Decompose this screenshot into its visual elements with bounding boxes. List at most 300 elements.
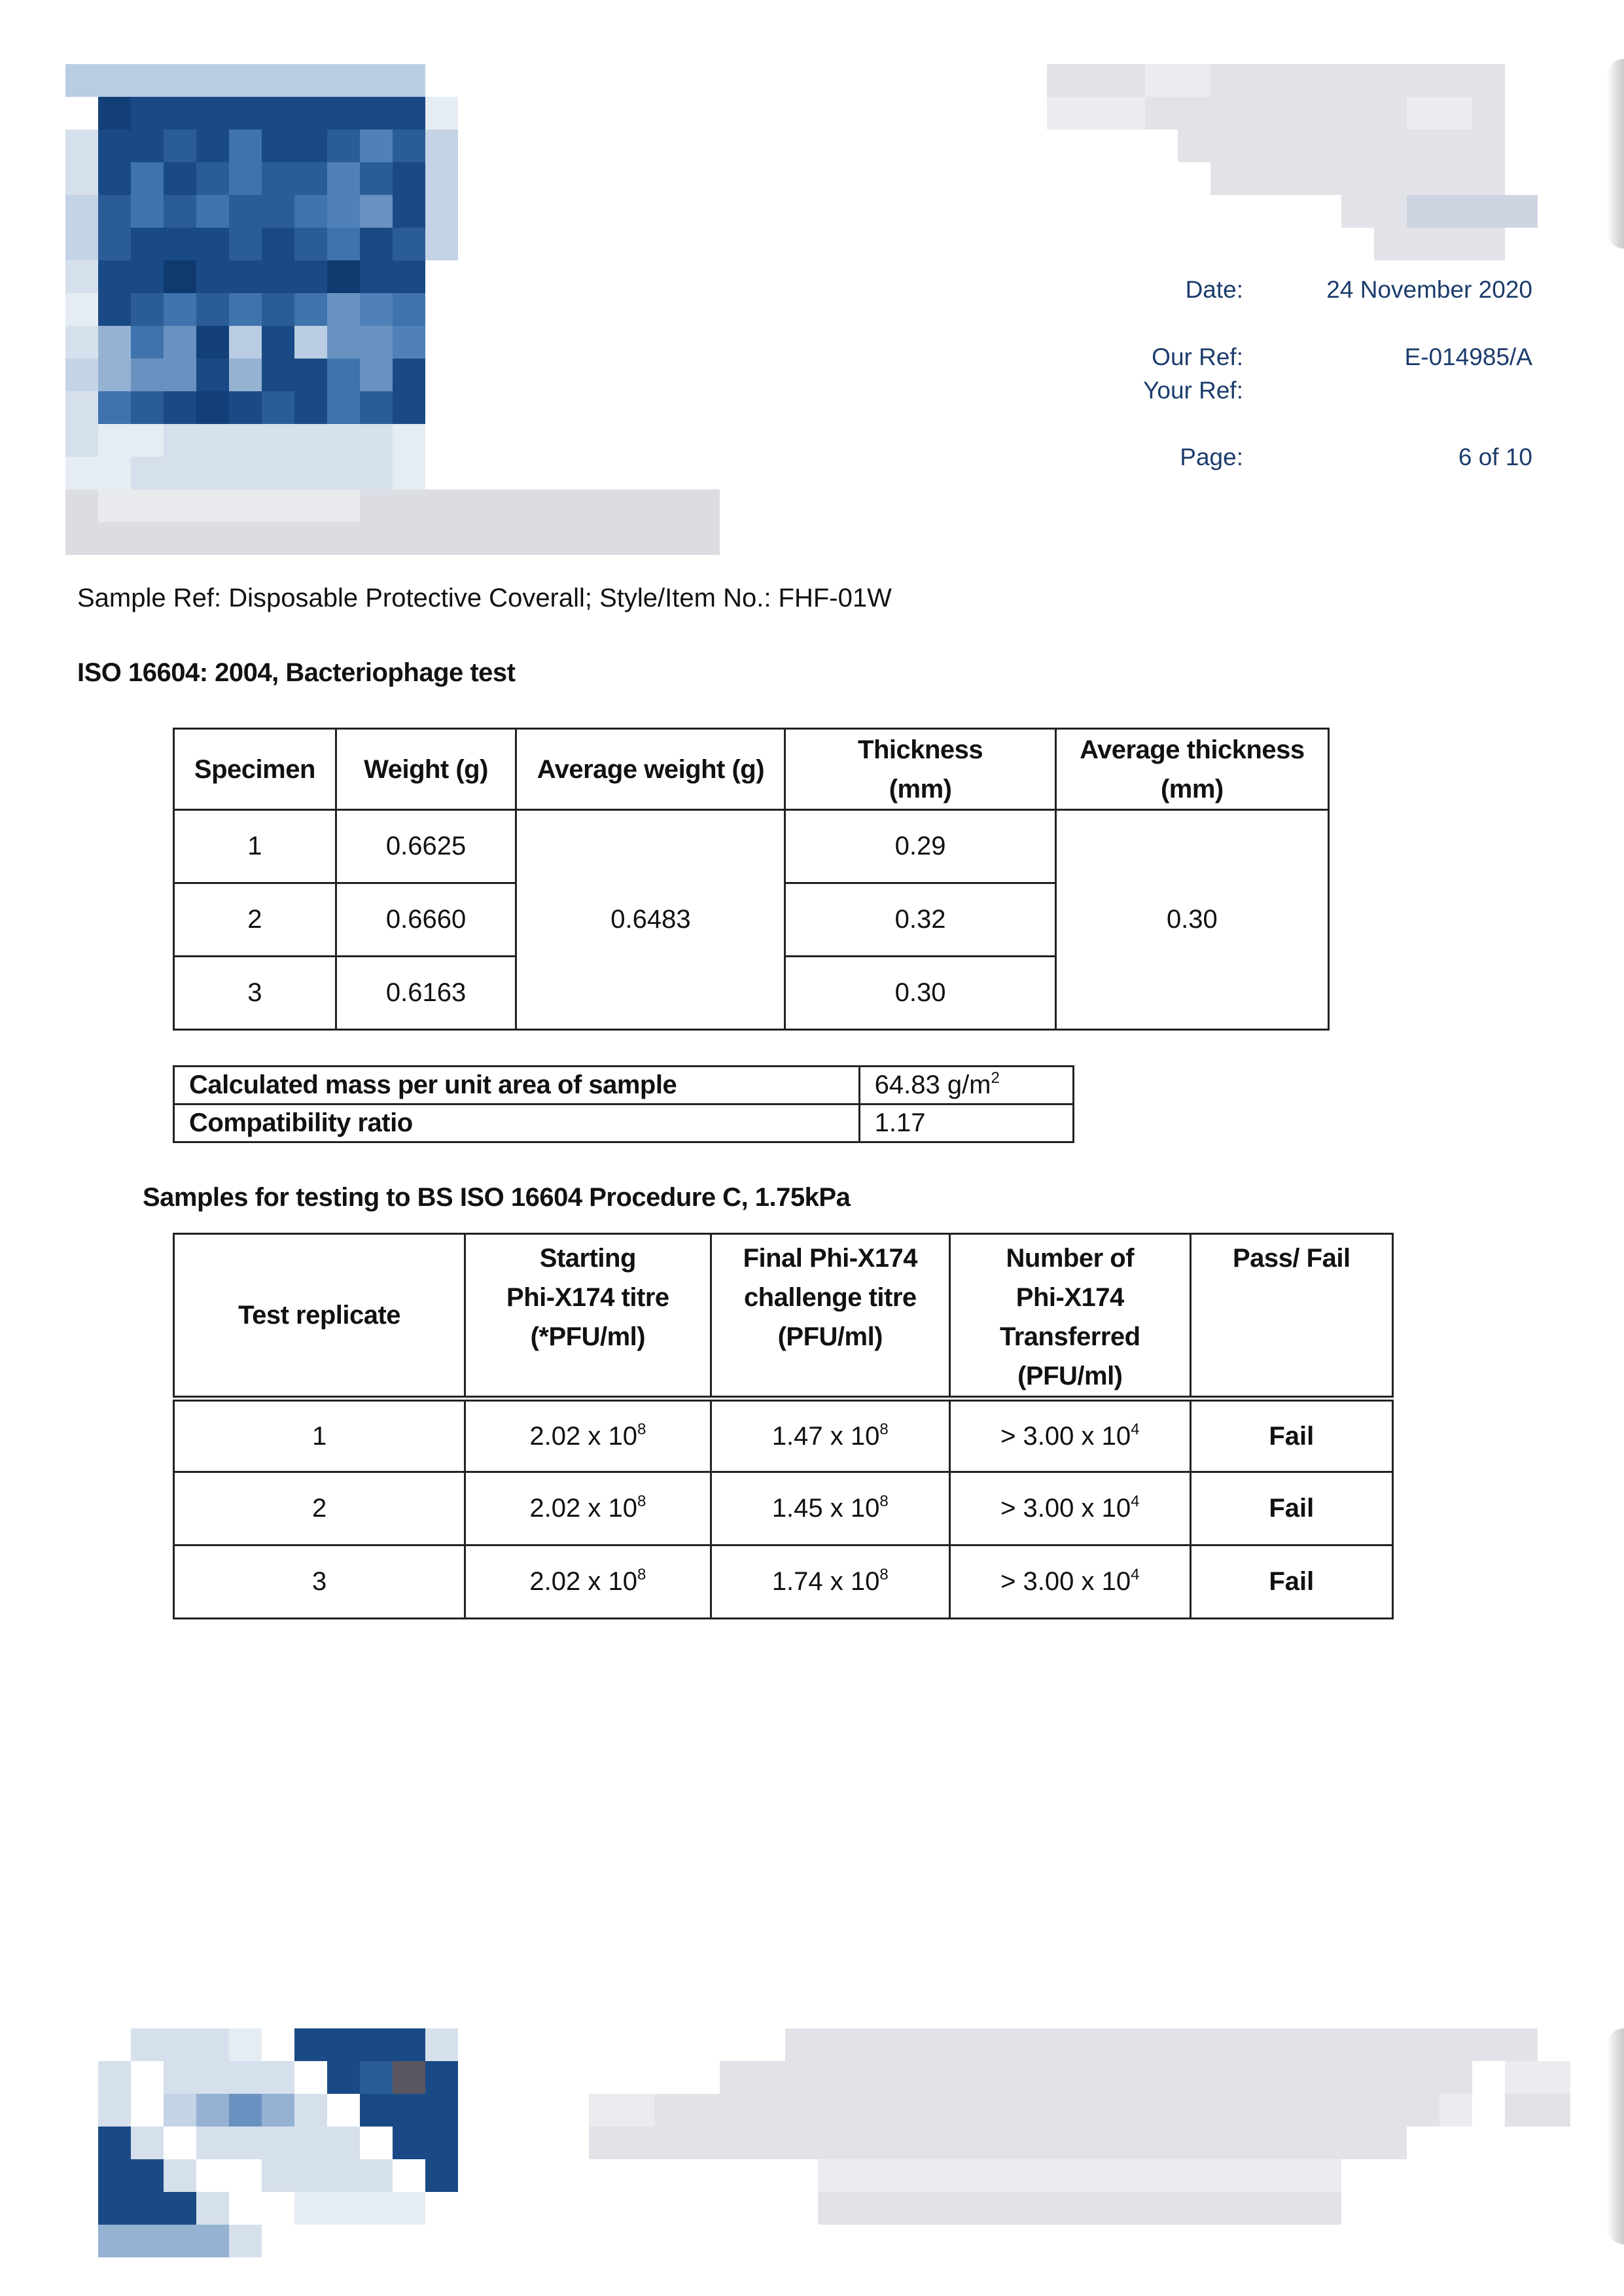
redaction-pixel bbox=[1374, 2061, 1407, 2094]
redaction-pixel bbox=[98, 424, 131, 457]
redaction-pixel bbox=[164, 522, 196, 555]
redaction-pixel bbox=[229, 64, 262, 97]
table-header-row bbox=[174, 1234, 1393, 1399]
redaction-pixel bbox=[785, 2094, 818, 2127]
redaction-pixel bbox=[360, 195, 393, 228]
section-heading-procedure-c: Samples for testing to BS ISO 16604 Procedure C, 1.75kPa bbox=[143, 1183, 851, 1212]
redaction-pixel bbox=[916, 2159, 949, 2192]
redaction-pixel bbox=[981, 2028, 1014, 2061]
redaction-pixel bbox=[1178, 2127, 1210, 2159]
redaction-pixel bbox=[1178, 162, 1210, 195]
redaction-pixel bbox=[393, 130, 425, 162]
redaction-pixel bbox=[98, 359, 131, 391]
redaction-pixel bbox=[589, 2028, 622, 2061]
redaction-pixel bbox=[1407, 162, 1439, 195]
redaction-pixel bbox=[131, 162, 164, 195]
redaction-pixel bbox=[327, 2061, 360, 2094]
redaction-pixel bbox=[687, 489, 720, 522]
mass-unit-exponent: 2 bbox=[991, 1069, 1000, 1087]
redaction-pixel bbox=[1112, 2159, 1145, 2192]
page-edge-shadow bbox=[1607, 2028, 1624, 2244]
redaction-pixel bbox=[294, 293, 327, 326]
cell-average-thickness: 0.30 bbox=[1055, 810, 1328, 1030]
redaction-pixel bbox=[1341, 2061, 1374, 2094]
redaction-pixel bbox=[393, 489, 425, 522]
redaction-pixel bbox=[1210, 130, 1243, 162]
redaction-pixel bbox=[65, 457, 98, 489]
redaction-pixel bbox=[98, 2225, 131, 2257]
redaction-pixel bbox=[1439, 2127, 1472, 2159]
redaction-pixel bbox=[1407, 2061, 1439, 2094]
redaction-pixel bbox=[1047, 228, 1080, 260]
redaction-pixel bbox=[164, 2028, 196, 2061]
redaction-pixel bbox=[622, 2061, 654, 2094]
redaction-pixel bbox=[327, 522, 360, 555]
redaction-pixel bbox=[164, 2159, 196, 2192]
redaction-pixel bbox=[916, 2028, 949, 2061]
redaction-pixel bbox=[1374, 2028, 1407, 2061]
redaction-pixel bbox=[851, 2225, 883, 2257]
mass-value-text: 64.83 g/m bbox=[874, 1070, 991, 1099]
redaction-pixel bbox=[131, 2061, 164, 2094]
redaction-pixel bbox=[687, 2192, 720, 2225]
mass-per-area-value bbox=[859, 1067, 1073, 1104]
redaction-pixel bbox=[687, 522, 720, 555]
redaction-pixel bbox=[1439, 2094, 1472, 2127]
redaction-pixel bbox=[851, 2094, 883, 2127]
redaction-pixel bbox=[589, 2094, 622, 2127]
redaction-pixel bbox=[589, 2159, 622, 2192]
redaction-pixel bbox=[360, 260, 393, 293]
redaction-pixel bbox=[294, 195, 327, 228]
redaction-pixel bbox=[589, 489, 622, 522]
redaction-pixel bbox=[196, 2061, 229, 2094]
redaction-pixel bbox=[1112, 228, 1145, 260]
redaction-pixel bbox=[1374, 2127, 1407, 2159]
redaction-pixel bbox=[1178, 2028, 1210, 2061]
redaction-pixel bbox=[916, 2127, 949, 2159]
redaction-pixel bbox=[360, 522, 393, 555]
redaction-pixel bbox=[229, 260, 262, 293]
redaction-pixel bbox=[1080, 2061, 1112, 2094]
redaction-pixel bbox=[65, 162, 98, 195]
redaction-pixel bbox=[1276, 2094, 1309, 2127]
redaction-pixel bbox=[1276, 162, 1309, 195]
redaction-pixel bbox=[98, 2159, 131, 2192]
redaction-pixel bbox=[589, 2192, 622, 2225]
redaction-pixel bbox=[229, 326, 262, 359]
redaction-pixel bbox=[654, 489, 687, 522]
redaction-pixel bbox=[1407, 2094, 1439, 2127]
col-header-starting-titre bbox=[465, 1234, 711, 1399]
redaction-pixel bbox=[164, 228, 196, 260]
redaction-pixel bbox=[752, 2192, 785, 2225]
redaction-pixel bbox=[262, 260, 294, 293]
redaction-pixel bbox=[262, 162, 294, 195]
redaction-pixel bbox=[229, 162, 262, 195]
redaction-pixel bbox=[425, 2225, 458, 2257]
redaction-pixel bbox=[1309, 2061, 1341, 2094]
redaction-pixel bbox=[229, 293, 262, 326]
cell-specimen: 1 bbox=[174, 810, 336, 883]
redaction-pixel bbox=[262, 391, 294, 424]
redaction-pixel bbox=[229, 195, 262, 228]
redaction-pixel bbox=[1341, 2159, 1374, 2192]
redaction-pixel bbox=[1341, 2094, 1374, 2127]
redaction-pixel bbox=[98, 489, 131, 522]
redaction-pixel bbox=[687, 2028, 720, 2061]
redaction-pixel bbox=[1341, 130, 1374, 162]
redaction-pixel bbox=[1472, 2192, 1505, 2225]
redaction-pixel bbox=[229, 2094, 262, 2127]
redaction-pixel bbox=[425, 162, 458, 195]
redaction-pixel bbox=[883, 2192, 916, 2225]
redaction-pixel bbox=[360, 489, 393, 522]
redaction-pixel bbox=[196, 2127, 229, 2159]
redaction-pixel bbox=[393, 326, 425, 359]
redaction-pixel bbox=[229, 424, 262, 457]
redaction-pixel bbox=[1439, 2159, 1472, 2192]
redaction-pixel bbox=[622, 2159, 654, 2192]
redaction-pixel bbox=[65, 97, 98, 130]
section-heading-bacteriophage-test: ISO 16604: 2004, Bacteriophage test bbox=[77, 658, 516, 687]
redaction-pixel bbox=[1145, 228, 1178, 260]
redaction-pixel bbox=[1341, 2192, 1374, 2225]
redaction-pixel bbox=[65, 64, 98, 97]
redaction-pixel bbox=[393, 97, 425, 130]
redaction-pixel bbox=[883, 2159, 916, 2192]
redaction-pixel bbox=[229, 2192, 262, 2225]
redaction-pixel bbox=[949, 2061, 981, 2094]
redaction-pixel bbox=[818, 2094, 851, 2127]
header-line: (PFU/ml) bbox=[777, 1322, 883, 1351]
table-row bbox=[174, 1399, 1393, 1472]
redaction-pixel bbox=[491, 522, 523, 555]
redaction-pixel bbox=[262, 2127, 294, 2159]
redaction-pixel bbox=[883, 2028, 916, 2061]
redaction-pixel bbox=[360, 2094, 393, 2127]
redaction-pixel bbox=[1407, 228, 1439, 260]
redaction-pixel bbox=[262, 2061, 294, 2094]
redaction-pixel bbox=[1472, 64, 1505, 97]
redaction-pixel bbox=[196, 522, 229, 555]
redaction-pixel bbox=[393, 2127, 425, 2159]
redaction-pixel bbox=[1309, 2159, 1341, 2192]
redaction-pixel bbox=[1014, 2159, 1047, 2192]
redaction-pixel bbox=[949, 2028, 981, 2061]
redaction-pixel bbox=[425, 326, 458, 359]
redaction-pixel bbox=[1309, 195, 1341, 228]
cell-replicate: 3 bbox=[174, 1545, 465, 1619]
redaction-pixel bbox=[1210, 2225, 1243, 2257]
redaction-pixel bbox=[262, 293, 294, 326]
redaction-pixel bbox=[131, 359, 164, 391]
redaction-pixel bbox=[1112, 2094, 1145, 2127]
redaction-pixel bbox=[229, 228, 262, 260]
redaction-pixel bbox=[327, 2192, 360, 2225]
redaction-pixel bbox=[327, 424, 360, 457]
redaction-pixel bbox=[262, 2094, 294, 2127]
redaction-pixel bbox=[294, 457, 327, 489]
redaction-pixel bbox=[262, 130, 294, 162]
exponent: 8 bbox=[879, 1492, 889, 1510]
redaction-pixel bbox=[1341, 195, 1374, 228]
redaction-pixel bbox=[131, 489, 164, 522]
redaction-pixel bbox=[1014, 2192, 1047, 2225]
redaction-pixel bbox=[360, 359, 393, 391]
redaction-pixel bbox=[1341, 64, 1374, 97]
redaction-pixel bbox=[1080, 97, 1112, 130]
redaction-pixel bbox=[262, 228, 294, 260]
redaction-pixel bbox=[262, 326, 294, 359]
redaction-pixel bbox=[327, 195, 360, 228]
redaction-pixel bbox=[556, 522, 589, 555]
redaction-pixel bbox=[1439, 2028, 1472, 2061]
redaction-pixel bbox=[949, 2225, 981, 2257]
redaction-pixel bbox=[98, 2028, 131, 2061]
redaction-pixel bbox=[425, 97, 458, 130]
redaction-pixel bbox=[1505, 130, 1538, 162]
cell-thickness: 0.29 bbox=[785, 810, 1055, 883]
redaction-pixel bbox=[589, 2061, 622, 2094]
redaction-pixel bbox=[164, 424, 196, 457]
redaction-pixel bbox=[1309, 2028, 1341, 2061]
exponent: 4 bbox=[1131, 1420, 1140, 1438]
redaction-pixel bbox=[1243, 2192, 1276, 2225]
redaction-pixel bbox=[752, 2094, 785, 2127]
redaction-pixel bbox=[622, 2094, 654, 2127]
redaction-pixel bbox=[1047, 2192, 1080, 2225]
redaction-pixel bbox=[1341, 97, 1374, 130]
redaction-pixel bbox=[196, 359, 229, 391]
cell-final-titre bbox=[711, 1545, 949, 1619]
redaction-pixel bbox=[196, 2159, 229, 2192]
redaction-pixel bbox=[196, 260, 229, 293]
redaction-pixel bbox=[425, 457, 458, 489]
redaction-pixel bbox=[785, 2159, 818, 2192]
redaction-pixel bbox=[589, 2127, 622, 2159]
redaction-pixel bbox=[589, 2225, 622, 2257]
redaction-pixel bbox=[883, 2094, 916, 2127]
redaction-pixel bbox=[229, 2127, 262, 2159]
redaction-pixel bbox=[164, 457, 196, 489]
redaction-pixel bbox=[294, 2094, 327, 2127]
redaction-pixel bbox=[1210, 2159, 1243, 2192]
redaction-pixel bbox=[164, 359, 196, 391]
redaction-pixel bbox=[294, 359, 327, 391]
redaction-pixel bbox=[294, 522, 327, 555]
redaction-pixel bbox=[131, 64, 164, 97]
redaction-pixel bbox=[1439, 2061, 1472, 2094]
redaction-pixel bbox=[949, 2127, 981, 2159]
redaction-pixel bbox=[1047, 2094, 1080, 2127]
redaction-pixel bbox=[1341, 2127, 1374, 2159]
redaction-pixel bbox=[720, 2127, 752, 2159]
redaction-pixel bbox=[1243, 2028, 1276, 2061]
redaction-pixel bbox=[1112, 2127, 1145, 2159]
value-text: 1.47 x 10 bbox=[771, 1421, 880, 1451]
redaction-pixel bbox=[327, 64, 360, 97]
redaction-pixel bbox=[687, 2225, 720, 2257]
redaction-pixel bbox=[393, 359, 425, 391]
redaction-pixel bbox=[752, 2127, 785, 2159]
redaction-pixel bbox=[196, 457, 229, 489]
redaction-pixel bbox=[131, 522, 164, 555]
redaction-pixel bbox=[491, 489, 523, 522]
redaction-pixel bbox=[164, 489, 196, 522]
redaction-pixel bbox=[425, 2028, 458, 2061]
redaction-pixel bbox=[1505, 2127, 1538, 2159]
cell-weight: 0.6625 bbox=[336, 810, 516, 883]
redaction-pixel bbox=[1374, 2094, 1407, 2127]
redaction-pixel bbox=[196, 195, 229, 228]
redaction-pixel bbox=[1472, 2159, 1505, 2192]
redaction-pixel bbox=[785, 2192, 818, 2225]
redaction-pixel bbox=[393, 260, 425, 293]
redaction-pixel bbox=[1210, 2192, 1243, 2225]
redaction-pixel bbox=[164, 130, 196, 162]
redaction-pixel bbox=[949, 2094, 981, 2127]
redaction-pixel bbox=[1178, 2225, 1210, 2257]
redaction-pixel bbox=[1407, 130, 1439, 162]
redaction-pixel bbox=[425, 2159, 458, 2192]
redaction-pixel bbox=[1374, 64, 1407, 97]
redaction-pixel bbox=[98, 195, 131, 228]
redaction-pixel bbox=[1145, 2225, 1178, 2257]
redaction-pixel bbox=[196, 162, 229, 195]
redaction-pixel bbox=[327, 2225, 360, 2257]
redaction-pixel bbox=[1178, 64, 1210, 97]
table-row bbox=[174, 1472, 1393, 1545]
redaction-pixel bbox=[360, 2159, 393, 2192]
redaction-pixel bbox=[981, 2061, 1014, 2094]
redaction-pixel bbox=[164, 2061, 196, 2094]
table-row bbox=[174, 1104, 1074, 1142]
redaction-pixel bbox=[654, 522, 687, 555]
redaction-pixel bbox=[1243, 195, 1276, 228]
redaction-pixel bbox=[131, 97, 164, 130]
redaction-pixel bbox=[131, 228, 164, 260]
redaction-pixel bbox=[65, 489, 98, 522]
redaction-pixel bbox=[1178, 2061, 1210, 2094]
footer-address-redacted bbox=[589, 2028, 1570, 2257]
value-text: 2.02 x 10 bbox=[529, 1494, 637, 1523]
redaction-pixel bbox=[1243, 162, 1276, 195]
redaction-pixel bbox=[720, 2094, 752, 2127]
redaction-pixel bbox=[1505, 228, 1538, 260]
redaction-pixel bbox=[1145, 130, 1178, 162]
header-line: (mm) bbox=[1160, 774, 1224, 804]
redaction-pixel bbox=[1145, 97, 1178, 130]
redaction-pixel bbox=[1439, 162, 1472, 195]
redaction-pixel bbox=[1276, 228, 1309, 260]
redaction-pixel bbox=[720, 2061, 752, 2094]
redaction-pixel bbox=[393, 228, 425, 260]
redaction-pixel bbox=[1014, 2061, 1047, 2094]
redaction-pixel bbox=[1210, 195, 1243, 228]
redaction-pixel bbox=[327, 489, 360, 522]
redaction-pixel bbox=[785, 2061, 818, 2094]
redaction-pixel bbox=[131, 424, 164, 457]
redaction-pixel bbox=[1407, 2192, 1439, 2225]
redaction-pixel bbox=[1112, 2192, 1145, 2225]
redaction-pixel bbox=[654, 2159, 687, 2192]
cell-thickness: 0.30 bbox=[785, 957, 1055, 1030]
redaction-pixel bbox=[818, 2028, 851, 2061]
redaction-pixel bbox=[851, 2159, 883, 2192]
redaction-pixel bbox=[1243, 2127, 1276, 2159]
redaction-pixel bbox=[294, 326, 327, 359]
redaction-pixel bbox=[425, 391, 458, 424]
redaction-pixel bbox=[1439, 2192, 1472, 2225]
redaction-pixel bbox=[98, 64, 131, 97]
redaction-pixel bbox=[1374, 97, 1407, 130]
redaction-pixel bbox=[164, 97, 196, 130]
redaction-pixel bbox=[360, 424, 393, 457]
exponent: 4 bbox=[1131, 1492, 1140, 1510]
redaction-pixel bbox=[1014, 2028, 1047, 2061]
redaction-pixel bbox=[1145, 162, 1178, 195]
redaction-pixel bbox=[1047, 2225, 1080, 2257]
redaction-pixel bbox=[393, 391, 425, 424]
redaction-pixel bbox=[131, 2127, 164, 2159]
redaction-pixel bbox=[851, 2061, 883, 2094]
redaction-pixel bbox=[1505, 2028, 1538, 2061]
redaction-pixel bbox=[425, 2061, 458, 2094]
redaction-pixel bbox=[1080, 2192, 1112, 2225]
redaction-pixel bbox=[65, 228, 98, 260]
redaction-pixel bbox=[98, 2192, 131, 2225]
redaction-pixel bbox=[1276, 195, 1309, 228]
redaction-pixel bbox=[1210, 2127, 1243, 2159]
redaction-pixel bbox=[1276, 130, 1309, 162]
redaction-pixel bbox=[1080, 228, 1112, 260]
redaction-pixel bbox=[425, 195, 458, 228]
redaction-pixel bbox=[1014, 2127, 1047, 2159]
redaction-pixel bbox=[229, 522, 262, 555]
header-line: Phi-X174 bbox=[1015, 1283, 1124, 1312]
page-edge-shadow bbox=[1607, 59, 1624, 249]
redaction-pixel bbox=[360, 326, 393, 359]
redaction-pixel bbox=[294, 2225, 327, 2257]
redaction-pixel bbox=[752, 2225, 785, 2257]
redaction-pixel bbox=[1112, 97, 1145, 130]
redaction-pixel bbox=[1112, 130, 1145, 162]
redaction-pixel bbox=[1472, 130, 1505, 162]
col-header-average-thickness bbox=[1055, 729, 1328, 810]
redaction-pixel bbox=[425, 64, 458, 97]
redaction-pixel bbox=[1243, 130, 1276, 162]
redaction-pixel bbox=[1439, 97, 1472, 130]
redaction-pixel bbox=[851, 2127, 883, 2159]
redaction-pixel bbox=[818, 2159, 851, 2192]
redaction-pixel bbox=[1047, 195, 1080, 228]
redaction-pixel bbox=[294, 391, 327, 424]
redaction-pixel bbox=[687, 2127, 720, 2159]
redaction-pixel bbox=[1374, 130, 1407, 162]
value-text: 1.74 x 10 bbox=[771, 1567, 880, 1596]
redaction-pixel bbox=[360, 2127, 393, 2159]
redaction-pixel bbox=[1276, 2225, 1309, 2257]
redaction-pixel bbox=[752, 2159, 785, 2192]
redaction-pixel bbox=[720, 2192, 752, 2225]
redaction-pixel bbox=[131, 391, 164, 424]
redaction-pixel bbox=[327, 326, 360, 359]
redaction-pixel bbox=[687, 2159, 720, 2192]
redaction-pixel bbox=[1439, 195, 1472, 228]
redaction-pixel bbox=[1080, 2127, 1112, 2159]
exponent: 8 bbox=[879, 1566, 889, 1583]
